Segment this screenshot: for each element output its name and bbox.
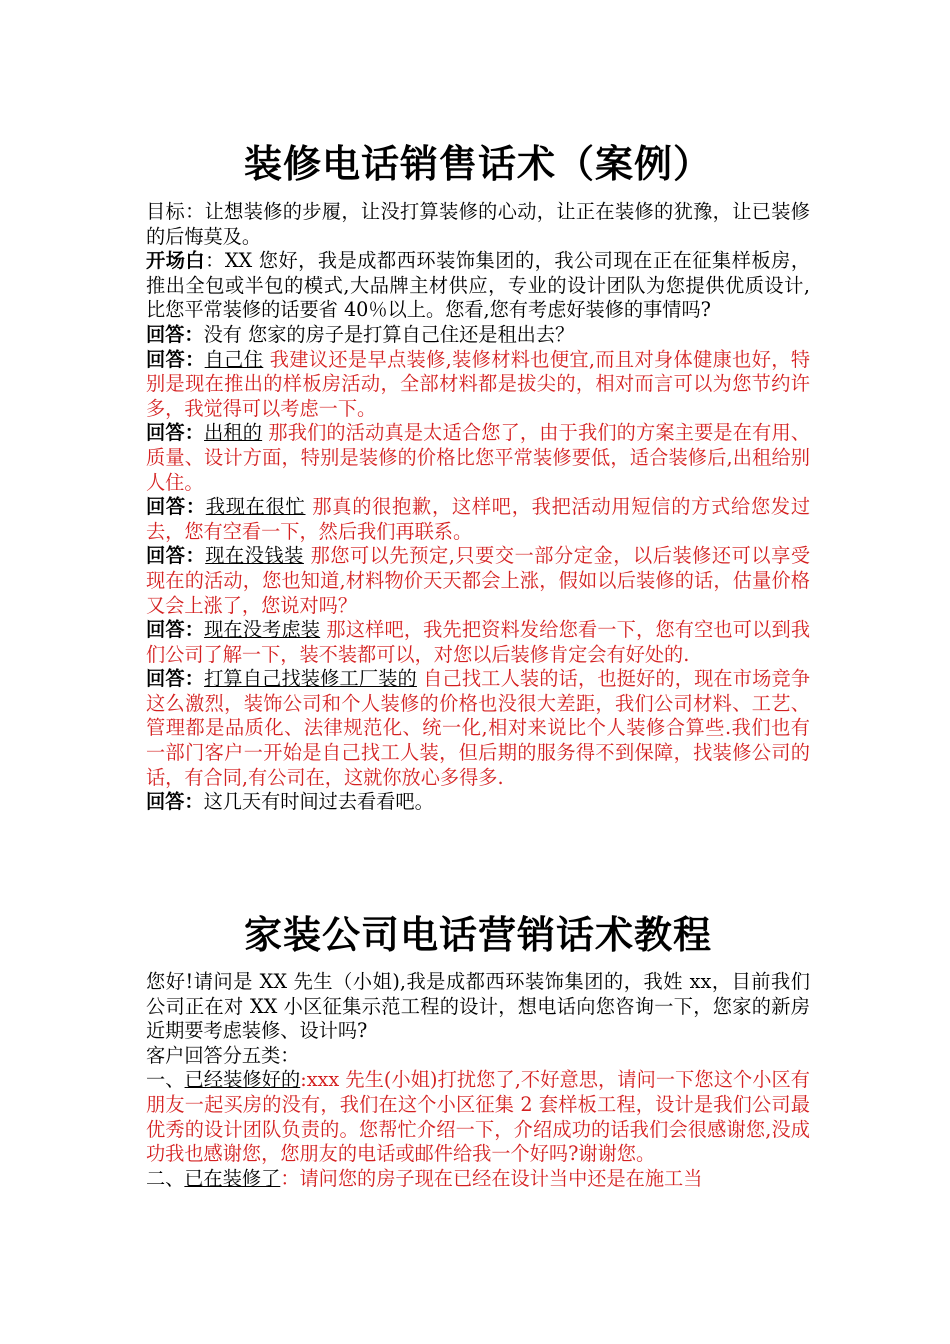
qa-key: 我现在很忙 bbox=[205, 495, 306, 519]
qa-sep: ： bbox=[185, 347, 205, 371]
qa-key: 现在没考虑装 bbox=[204, 618, 321, 642]
qa-label: 回答 bbox=[146, 544, 186, 568]
category-text: :xxx 先生(小姐)打扰您了,不好意思，请问一下您这个小区有朋友一起买房的没有，我们在这个小区征集 2 套样板工程，设计是我们公司最优秀的设计团队负责的。您帮忙介绍一下，介绍成功的话我们会很感谢您,没成功我也感谢您，您朋友的电话或邮件给我一个好吗?谢谢您。 bbox=[146, 1068, 810, 1166]
qa-key: 没有 bbox=[203, 322, 242, 346]
qa-item bbox=[146, 348, 810, 422]
qa-sep: ： bbox=[185, 495, 206, 519]
goal-paragraph: 目标：让想装修的步履，让没打算装修的心动，让正在装修的犹豫，让已装修的后悔莫及。 bbox=[146, 200, 810, 248]
qa-sep: ： bbox=[185, 544, 206, 568]
opening-label: 开场白 bbox=[146, 249, 206, 273]
qa-item bbox=[146, 667, 810, 790]
category-key: 已经装修好的 bbox=[184, 1068, 301, 1092]
category-text: ：请问您的房子现在已经在设计当中还是在施工当 bbox=[280, 1166, 703, 1190]
qa-key: 出租的 bbox=[204, 421, 263, 445]
qa-item bbox=[146, 421, 810, 495]
intro-paragraph: 您好!请问是 XX 先生（小姐),我是成都西环装饰集团的，我姓 xx，目前我们公司正在对 XX 小区征集示范工程的设计，想电话向您咨询一下，您家的新房近期要考虑装修、设计吗? bbox=[146, 970, 810, 1043]
document-title-1: 装修电话销售话术（案例） bbox=[243, 142, 712, 186]
qa-label: 回答 bbox=[146, 790, 185, 814]
qa-reply: 我建议还是早点装修,装修材料也便宜,而且对身体健康也好，特别是现在推出的样板房活动，全部材料都是拔尖的，相对而言可以为您节约许多，我觉得可以考虑一下。 bbox=[146, 347, 811, 420]
qa-label: 回答 bbox=[146, 667, 185, 691]
qa-key: 现在没钱装 bbox=[205, 544, 304, 568]
qa-item bbox=[146, 544, 810, 618]
qa-sep: ： bbox=[184, 421, 205, 445]
qa-reply: 自己找工人装的话，也挺好的，现在市场竞争这么激烈，装饰公司和个人装修的价格也没很大差距，我们公司材料、工艺、管理都是品质化、法律规范化、统一化,相对来说比个人装修合算些.我们也有一部门客户一开始是自己找工人装，但后期的服务得不到保障，找装修公司的话，有合同,有公司在，这就你放心多得多. bbox=[146, 667, 811, 789]
qa-label: 回答 bbox=[146, 421, 185, 445]
categories-intro: 客户回答分五类： bbox=[146, 1043, 300, 1067]
qa-sep: ： bbox=[184, 618, 205, 642]
opening-text: ：XX 您好，我是成都西环装饰集团的，我公司现在正在征集样板房，推出全包或半包的模式,大品牌主材供应，专业的设计团队为您提供优质设计,比您平常装修的话要省 40％以上。您看,您有考虑好装修的事情吗? bbox=[146, 249, 811, 322]
qa-reply: 那这样吧，我先把资料发给您看一下，您有空也可以到我们公司了解一下，装不装都可以，对您以后装修肯定会有好处的. bbox=[146, 618, 811, 666]
qa-key: 打算自己找装修工厂装的 bbox=[204, 667, 417, 691]
qa-label: 回答 bbox=[146, 322, 185, 346]
section-telemarketing-tutorial bbox=[146, 970, 810, 1191]
qa-label: 回答 bbox=[146, 495, 186, 519]
document-title-2: 家装公司电话营销话术教程 bbox=[243, 913, 712, 957]
opening-paragraph bbox=[146, 249, 810, 323]
category-key: 已在装修了 bbox=[184, 1166, 281, 1190]
qa-reply: 那您可以先预定,只要交一部分定金，以后装修还可以享受现在的活动，您也知道,材料物价天天都会上涨，假如以后装修的话，估量价格又会上涨了，您说对吗？ bbox=[146, 544, 811, 617]
qa-reply: 您家的房子是打算自己住还是租出去？ bbox=[241, 322, 575, 346]
qa-sep: ： bbox=[184, 667, 205, 691]
qa-item bbox=[146, 618, 810, 667]
qa-sep: ： bbox=[184, 790, 204, 814]
qa-item bbox=[146, 495, 810, 544]
qa-reply: 那真的很抱歉，这样吧，我把活动用短信的方式给您发过去，您有空看一下，然后我们再联系。 bbox=[146, 495, 811, 543]
qa-label: 回答 bbox=[146, 618, 185, 642]
qa-reply: 那我们的活动真是太适合您了，由于我们的方案主要是在有用、质量、设计方面，特别是装修的价格比您平常装修要低，适合装修后,出租给别人住。 bbox=[146, 421, 811, 494]
section-phone-sales-script bbox=[146, 200, 810, 815]
category-prefix: 一、 bbox=[146, 1068, 185, 1092]
category-item bbox=[146, 1167, 810, 1192]
qa-key: 自己住 bbox=[204, 347, 264, 371]
category-prefix: 二、 bbox=[146, 1166, 185, 1190]
qa-item bbox=[146, 790, 810, 815]
category-item bbox=[146, 1068, 810, 1166]
qa-label: 回答 bbox=[146, 347, 186, 371]
qa-key: 这几天有时间过去看看吧。 bbox=[203, 790, 434, 814]
qa-sep: ： bbox=[184, 322, 204, 346]
qa-item bbox=[146, 323, 810, 348]
